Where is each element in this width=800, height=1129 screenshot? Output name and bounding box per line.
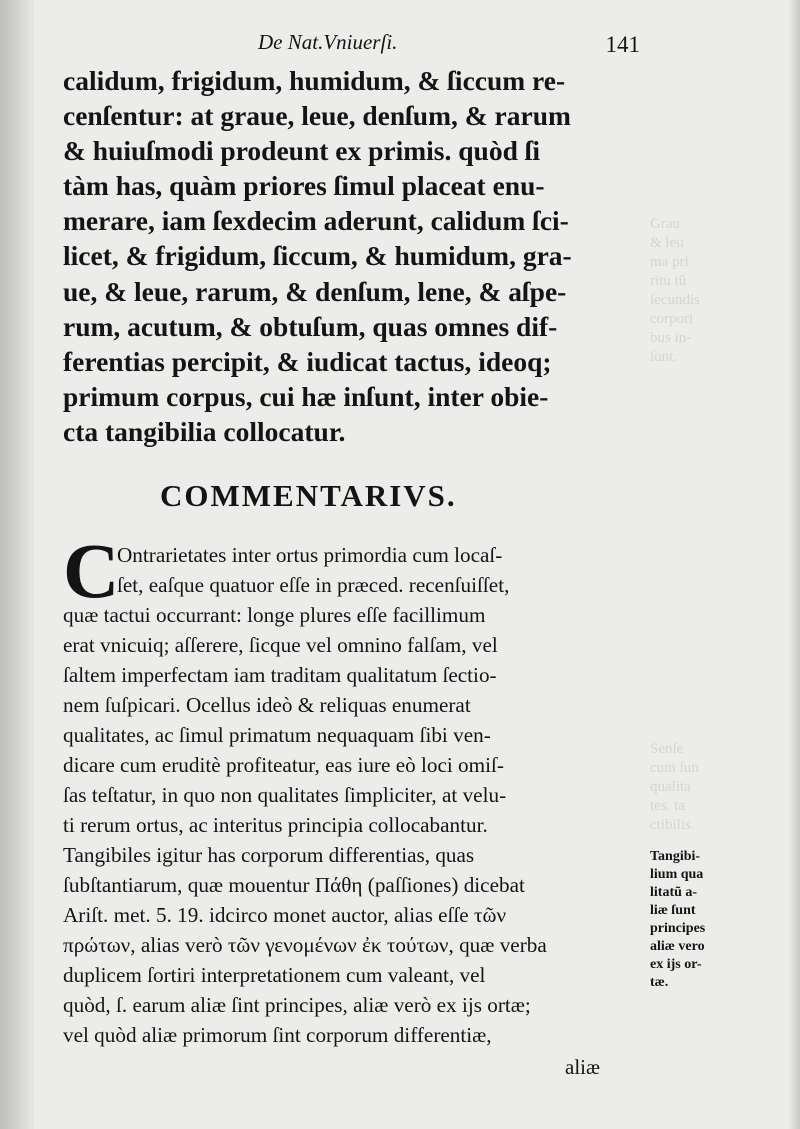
drop-cap: C (63, 527, 120, 614)
commentary-line: Ariſt. met. 5. 19. idcirco monet auctor, alias eſſe τῶν (63, 903, 507, 927)
commentary-heading: COMMENTARIVS. (160, 478, 457, 513)
margin-note-line: tæ. (650, 975, 669, 990)
text-line: & huiuſmodi prodeunt ex primis. quòd ſi (63, 135, 541, 167)
margin-note-line: litatũ a- (650, 885, 698, 900)
margin-note-line: liæ ſunt (650, 903, 696, 918)
commentary-line: πρώτων, alias verò τῶν γενομένων ἐκ τούτων, quæ verba (63, 933, 547, 957)
text-line: ue, & leue, rarum, & denſum, lene, & aſpe- (63, 275, 567, 307)
running-head: De Nat.Vniuerſi. (258, 30, 398, 54)
margin-note-line: lium qua (650, 867, 704, 882)
commentary-line: ti rerum ortus, ac interitus principia collocabantur. (63, 813, 488, 837)
commentary-text (63, 540, 643, 1050)
commentary-line: Tangibiles igitur has corporum differentias, quas (63, 843, 475, 867)
main-text (63, 63, 643, 449)
text-line: tàm has, quàm priores ſimul placeat enu- (63, 170, 545, 202)
commentary-line: ſas teſtatur, in quo non qualitates ſimpliciter, at velu- (63, 783, 507, 807)
commentary-line: quæ tactui occurrant: longe plures eſſe facillimum (63, 603, 486, 627)
commentary-line: qualitates, ac ſimul primatum nequaquam ſibi ven- (63, 723, 491, 747)
text-line: calidum, frigidum, humidum, & ſiccum re- (63, 65, 566, 96)
text-line: licet, & frigidum, ſiccum, & humidum, gra- (63, 240, 572, 272)
page-edge-shadow (788, 0, 800, 1129)
text-line: cenſentur: at graue, leue, denſum, & rarum (63, 100, 571, 132)
commentary-line: ſet, eaſque quatuor eſſe in præced. recenſuiſſet, (117, 573, 510, 597)
text-line: primum corpus, cui hæ inſunt, inter obie- (63, 380, 549, 412)
page-header (60, 30, 640, 66)
text-line: cta tangibilia collocatur. (63, 415, 346, 447)
commentary-line: erat vnicuiq; aſſerere, ſicque vel omnino falſam, vel (63, 633, 498, 657)
commentary-line: nem ſuſpicari. Ocellus ideò & reliquas enumerat (63, 693, 471, 717)
commentary-line: duplicem ſortiri interpretationem cum valeant, vel (63, 963, 486, 987)
commentary-line: dicare cum eruditè profiteatur, eas iure eò loci omiſ- (63, 753, 504, 777)
text-line: merare, iam ſexdecim aderunt, calidum ſci- (63, 205, 569, 237)
catchword: aliæ (565, 1055, 600, 1079)
margin-note-line: ex ijs or- (650, 957, 702, 972)
margin-note-line: aliæ vero (650, 939, 705, 954)
text-line: rum, acutum, & obtuſum, quas omnes dif- (63, 310, 558, 342)
margin-note-line: Tangibi- (650, 849, 701, 864)
commentary-line: ſaltem imperfectam iam traditam qualitatum ſectio- (63, 663, 497, 687)
margin-note (650, 848, 740, 992)
commentary-line: quòd, ſ. earum aliæ ſint principes, aliæ verò ex ijs ortæ; (63, 993, 531, 1017)
page-gutter-shadow (0, 0, 34, 1129)
bleed-through-text: Grau & leu ma pri ritu tũ ſecundis corpori bus in- ſunt. (650, 216, 700, 365)
commentary-line: ſubſtantiarum, quæ mouentur Πάθη (paſſiones) dicebat (63, 873, 525, 897)
commentary-line: vel quòd aliæ primorum ſint corporum differentiæ, (63, 1023, 492, 1047)
page-number: 141 (605, 32, 640, 57)
bleed-through-text-lower: Senſe cum ſun qualita tes. ta ctibilis. (650, 741, 699, 833)
commentary-line: Ontrarietates inter ortus primordia cum locaſ- (117, 543, 503, 567)
margin-note-line: principes (650, 921, 706, 936)
text-line: ferentias percipit, & iudicat tactus, ideoq; (63, 345, 552, 377)
